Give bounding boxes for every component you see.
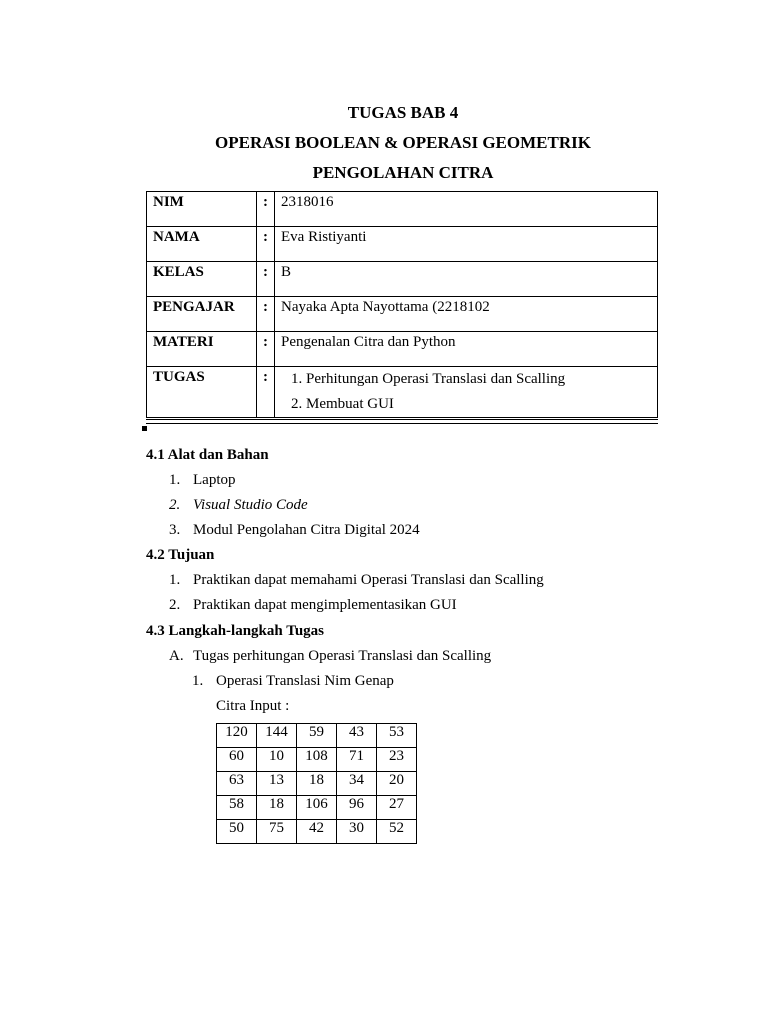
identity-colon: : <box>257 297 275 332</box>
identity-value: B <box>275 262 658 297</box>
list-item <box>169 470 236 490</box>
list-item <box>169 570 544 590</box>
identity-value: 2318016 <box>275 192 658 227</box>
matrix-row <box>217 724 417 748</box>
list-text: Operasi Translasi Nim Genap <box>216 673 394 689</box>
list-item <box>169 595 457 615</box>
identity-key: NAMA <box>147 227 257 262</box>
matrix-cell: 63 <box>217 772 257 796</box>
list-number: 1. <box>169 572 181 588</box>
matrix-cell: 71 <box>337 748 377 772</box>
matrix-cell: 23 <box>377 748 417 772</box>
matrix-cell: 75 <box>257 820 297 844</box>
matrix-cell: 13 <box>257 772 297 796</box>
tugas-item: 1. Perhitungan Operasi Translasi dan Scalling <box>306 367 651 392</box>
identity-colon: : <box>257 227 275 262</box>
list-text: Praktikan dapat mengimplementasikan GUI <box>193 597 457 613</box>
matrix-cell: 52 <box>377 820 417 844</box>
citra-input-matrix <box>216 723 417 844</box>
list-text: Tugas perhitungan Operasi Translasi dan Scalling <box>193 648 492 664</box>
matrix-cell: 18 <box>297 772 337 796</box>
identity-value <box>275 367 658 419</box>
table-rule <box>146 423 658 424</box>
matrix-cell: 18 <box>257 796 297 820</box>
matrix-row <box>217 820 417 844</box>
identity-value: Pengenalan Citra dan Python <box>275 332 658 367</box>
list-number: 2. <box>169 497 181 513</box>
matrix-cell: 53 <box>377 724 417 748</box>
list-text: Laptop <box>193 472 236 488</box>
anchor-marker <box>142 426 147 431</box>
list-item <box>169 495 308 515</box>
matrix-cell: 27 <box>377 796 417 820</box>
matrix-cell: 108 <box>297 748 337 772</box>
identity-row-nim <box>147 192 658 227</box>
matrix-cell: 20 <box>377 772 417 796</box>
identity-value: Eva Ristiyanti <box>275 227 658 262</box>
identity-row-pengajar <box>147 297 658 332</box>
matrix-cell: 96 <box>337 796 377 820</box>
matrix-cell: 43 <box>337 724 377 748</box>
matrix-cell: 60 <box>217 748 257 772</box>
matrix-row <box>217 772 417 796</box>
matrix-cell: 106 <box>297 796 337 820</box>
matrix-cell: 10 <box>257 748 297 772</box>
identity-table <box>146 191 658 420</box>
identity-key: NIM <box>147 192 257 227</box>
list-number: 3. <box>169 522 181 538</box>
identity-row-materi <box>147 332 658 367</box>
list-text: Praktikan dapat memahami Operasi Translasi dan Scalling <box>193 572 544 588</box>
document-title: TUGAS BAB 4 <box>347 103 459 122</box>
matrix-cell: 50 <box>217 820 257 844</box>
matrix-cell: 34 <box>337 772 377 796</box>
citra-input-label: Citra Input : <box>216 698 290 714</box>
identity-row-nama <box>147 227 658 262</box>
matrix-cell: 42 <box>297 820 337 844</box>
matrix-cell: 120 <box>217 724 257 748</box>
matrix-row <box>217 796 417 820</box>
identity-key: TUGAS <box>147 367 257 419</box>
identity-key: PENGAJAR <box>147 297 257 332</box>
identity-colon: : <box>257 367 275 419</box>
list-number: A. <box>169 648 184 664</box>
matrix-cell: 58 <box>217 796 257 820</box>
list-number: 1. <box>169 472 181 488</box>
matrix-cell: 30 <box>337 820 377 844</box>
matrix-cell: 144 <box>257 724 297 748</box>
identity-row-kelas <box>147 262 658 297</box>
matrix-row <box>217 748 417 772</box>
tugas-item: 2. Membuat GUI <box>306 392 651 417</box>
list-item <box>169 520 420 540</box>
list-text: Modul Pengolahan Citra Digital 2024 <box>193 522 420 538</box>
identity-row-tugas <box>147 367 658 419</box>
identity-key: MATERI <box>147 332 257 367</box>
section-heading: 4.3 Langkah-langkah Tugas <box>146 623 325 639</box>
section-heading: 4.2 Tujuan <box>146 547 215 563</box>
list-text: Visual Studio Code <box>193 497 308 513</box>
identity-colon: : <box>257 332 275 367</box>
tugas-list <box>281 367 651 417</box>
identity-value: Nayaka Apta Nayottama (2218102 <box>275 297 658 332</box>
list-item <box>192 671 394 691</box>
identity-key: KELAS <box>147 262 257 297</box>
matrix-cell: 59 <box>297 724 337 748</box>
list-item <box>169 646 491 666</box>
identity-colon: : <box>257 262 275 297</box>
section-heading: 4.1 Alat dan Bahan <box>146 447 269 463</box>
document-subtitle: OPERASI BOOLEAN & OPERASI GEOMETRIK <box>215 133 591 152</box>
list-number: 2. <box>169 597 181 613</box>
list-number: 1. <box>192 673 204 689</box>
course-title: PENGOLAHAN CITRA <box>312 163 494 182</box>
identity-colon: : <box>257 192 275 227</box>
